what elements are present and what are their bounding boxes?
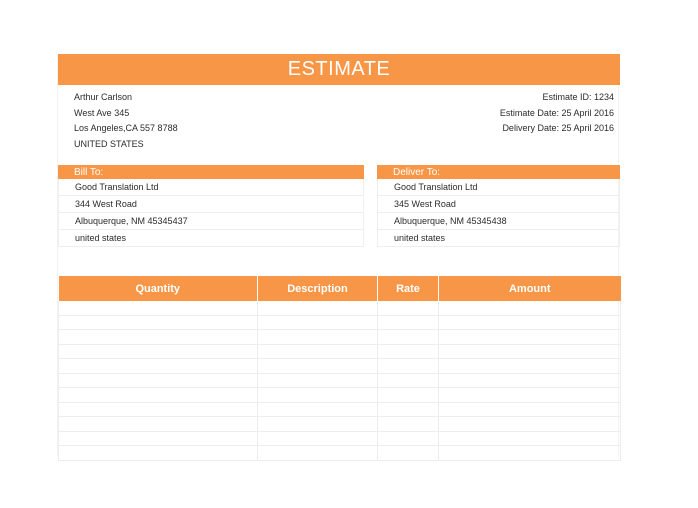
amount-cell[interactable]	[439, 330, 621, 345]
sender-name: Arthur Carlson	[74, 92, 133, 102]
amount-cell[interactable]	[439, 402, 621, 417]
table-body	[59, 301, 621, 460]
table-row	[59, 431, 621, 446]
table-row	[59, 315, 621, 330]
table-row	[59, 344, 621, 359]
estimate-date: Estimate Date: 25 April 2016	[499, 107, 614, 118]
amount-cell[interactable]	[439, 315, 621, 330]
header-quantity: Quantity	[59, 276, 258, 301]
description-cell[interactable]	[258, 315, 378, 330]
quantity-cell[interactable]	[59, 330, 258, 345]
sender-country: UNITED STATES	[74, 138, 144, 149]
amount-cell[interactable]	[439, 446, 621, 461]
rate-cell[interactable]	[378, 344, 439, 359]
bill-to-line[interactable]: Good Translation Ltd	[58, 179, 364, 196]
estimate-id: Estimate ID: 1234	[542, 92, 614, 102]
rate-cell[interactable]	[378, 373, 439, 388]
description-cell[interactable]	[258, 359, 378, 374]
deliver-to-line[interactable]: Good Translation Ltd	[377, 179, 620, 196]
rate-cell[interactable]	[378, 301, 439, 315]
bill-to-line[interactable]: 344 West Road	[58, 196, 364, 213]
amount-cell[interactable]	[439, 359, 621, 374]
estimate-sheet	[57, 54, 619, 456]
bill-to-line[interactable]: Albuquerque, NM 45345437	[58, 213, 364, 230]
rate-cell[interactable]	[378, 359, 439, 374]
estimate-title: ESTIMATE	[58, 54, 620, 85]
description-cell[interactable]	[258, 330, 378, 345]
table-row	[59, 446, 621, 461]
rate-cell[interactable]	[378, 446, 439, 461]
amount-cell[interactable]	[439, 344, 621, 359]
amount-cell[interactable]	[439, 373, 621, 388]
bill-to-block	[58, 165, 364, 247]
description-cell[interactable]	[258, 388, 378, 403]
bill-to-line[interactable]: united states	[58, 230, 364, 247]
amount-cell[interactable]	[439, 431, 621, 446]
table-row	[59, 417, 621, 432]
rate-cell[interactable]	[378, 417, 439, 432]
quantity-cell[interactable]	[59, 417, 258, 432]
table-row	[59, 388, 621, 403]
delivery-date: Delivery Date: 25 April 2016	[502, 123, 614, 133]
estimate-meta	[500, 90, 614, 137]
amount-cell[interactable]	[439, 301, 621, 315]
quantity-cell[interactable]	[59, 402, 258, 417]
description-cell[interactable]	[258, 431, 378, 446]
rate-cell[interactable]	[378, 431, 439, 446]
quantity-cell[interactable]	[59, 301, 258, 315]
header-description: Description	[258, 276, 378, 301]
description-cell[interactable]	[258, 373, 378, 388]
description-cell[interactable]	[258, 446, 378, 461]
rate-cell[interactable]	[378, 402, 439, 417]
sender-address	[74, 90, 178, 152]
description-cell[interactable]	[258, 301, 378, 315]
header-rate: Rate	[378, 276, 439, 301]
quantity-cell[interactable]	[59, 315, 258, 330]
description-cell[interactable]	[258, 417, 378, 432]
quantity-cell[interactable]	[59, 373, 258, 388]
amount-cell[interactable]	[439, 417, 621, 432]
description-cell[interactable]	[258, 344, 378, 359]
sender-city: Los Angeles,CA 557 8788	[74, 123, 178, 133]
table-row	[59, 301, 621, 315]
table-row	[59, 402, 621, 417]
deliver-to-line[interactable]: united states	[377, 230, 620, 247]
quantity-cell[interactable]	[59, 359, 258, 374]
line-items-table	[58, 276, 621, 461]
amount-cell[interactable]	[439, 388, 621, 403]
table-header-row	[59, 276, 621, 301]
header-amount: Amount	[439, 276, 621, 301]
bill-to-heading: Bill To:	[58, 165, 364, 179]
rate-cell[interactable]	[378, 315, 439, 330]
table-row	[59, 330, 621, 345]
deliver-to-line[interactable]: Albuquerque, NM 45345438	[377, 213, 620, 230]
rate-cell[interactable]	[378, 388, 439, 403]
sender-street: West Ave 345	[74, 107, 130, 118]
table-row	[59, 359, 621, 374]
deliver-to-line[interactable]: 345 West Road	[377, 196, 620, 213]
quantity-cell[interactable]	[59, 446, 258, 461]
quantity-cell[interactable]	[59, 388, 258, 403]
rate-cell[interactable]	[378, 330, 439, 345]
quantity-cell[interactable]	[59, 431, 258, 446]
deliver-to-block	[377, 165, 620, 247]
quantity-cell[interactable]	[59, 344, 258, 359]
deliver-to-heading: Deliver To:	[377, 165, 620, 179]
description-cell[interactable]	[258, 402, 378, 417]
table-row	[59, 373, 621, 388]
